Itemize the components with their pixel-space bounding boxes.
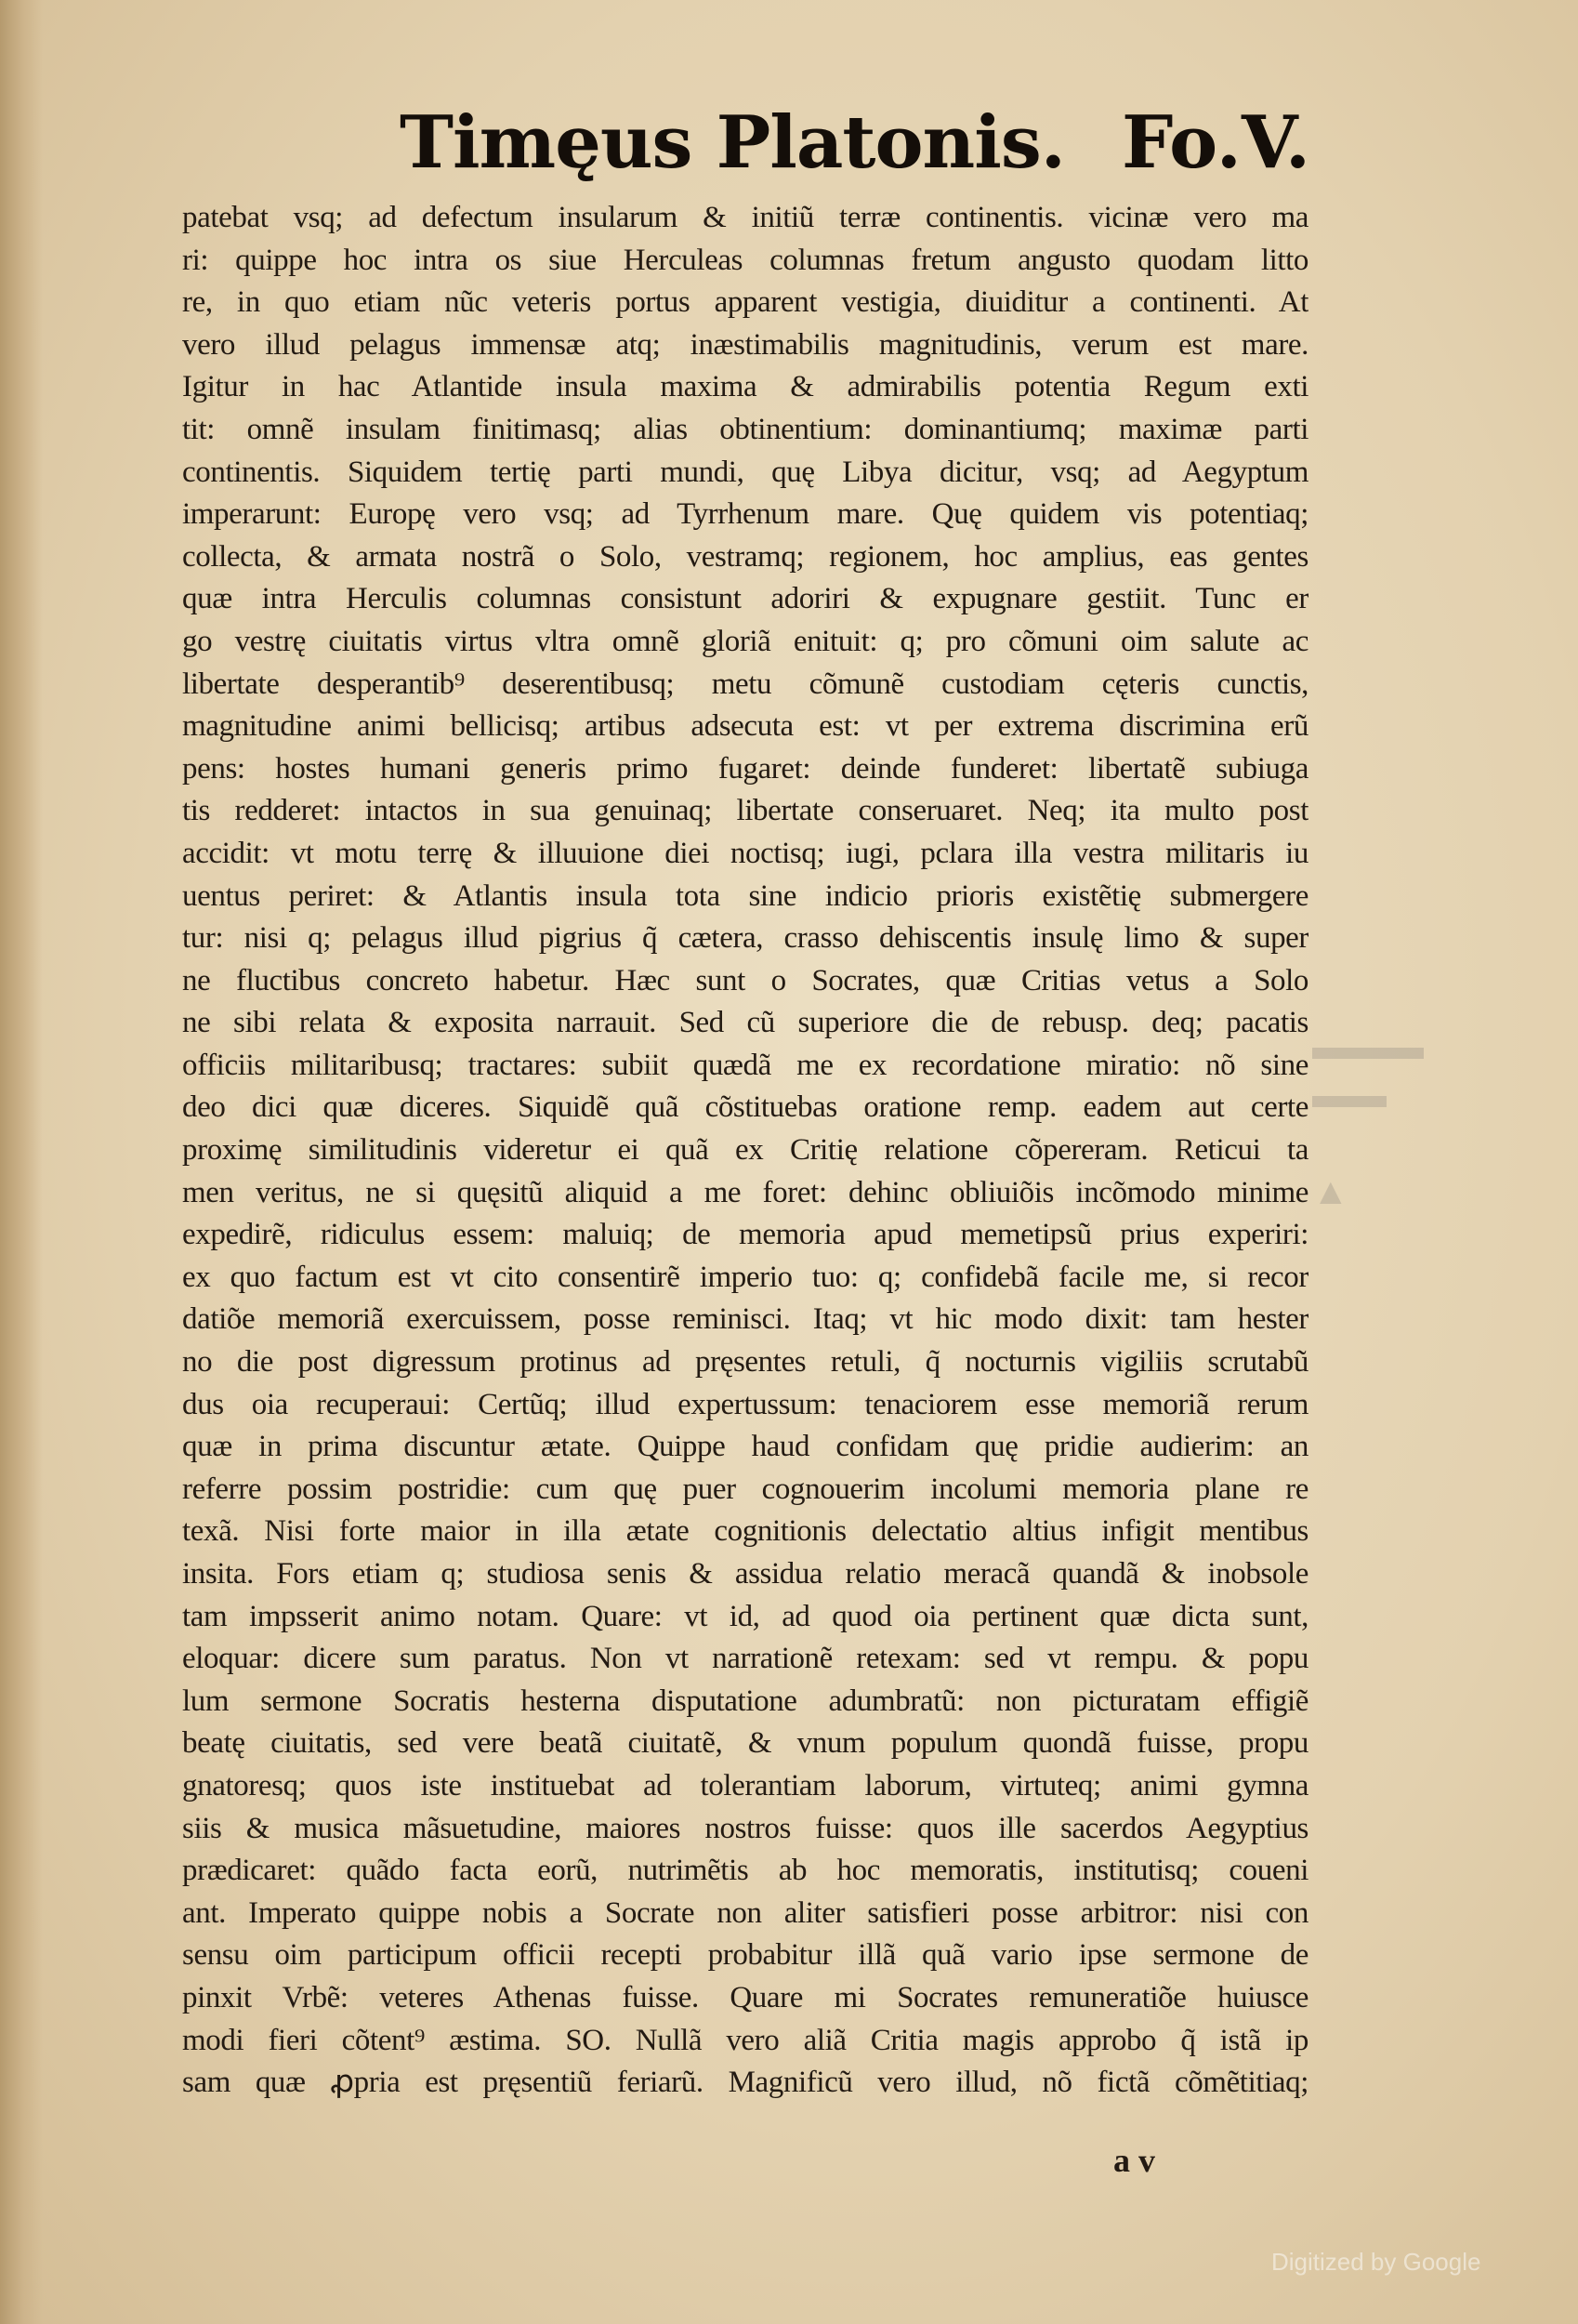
digitizer-watermark: Digitized by Google xyxy=(1271,2248,1481,2276)
page-title: Timęus Platonis. xyxy=(400,100,1065,185)
text-line: go vestrę ciuitatis virtus vltra omnẽ gloriã enituit: q; pro cõmuni oim salute ac xyxy=(182,624,1308,658)
bleed-through-ghost: ▬▬▬ ▬▬ ▲ xyxy=(1312,1025,1424,1212)
text-line: quæ in prima discuntur ætate. Quippe haud confidam quę pridie audierim: an xyxy=(182,1430,1308,1464)
text-line: siis & musica mãsuetudine, maiores nostros fuisse: quos ille sacerdos Aegyptius xyxy=(182,1811,1308,1845)
text-line: ant. Imperato quippe nobis a Socrate non aliter satisfieri posse arbitror: nisi con xyxy=(182,1895,1308,1930)
text-line: tur: nisi q; pelagus illud pigrius q̃ cætera, crasso dehiscentis insulę limo & super xyxy=(182,921,1308,956)
text-line: sensu oim participum officii recepti probabitur illã quã vario ipse sermone de xyxy=(182,1938,1308,1973)
text-line: pens: hostes humani generis primo fugaret: deinde funderet: libertatẽ subiuga xyxy=(182,751,1308,786)
text-line: tis redderet: intactos in sua genuinaq; libertate conseruaret. Neq; ita multo post xyxy=(182,794,1308,828)
text-line: no die post digressum protinus ad pręsentes retuli, q̃ nocturnis vigiliis scrutabũ xyxy=(182,1345,1308,1380)
text-line: pinxit Vrbẽ: veteres Athenas fuisse. Quare mi Socrates remuneratiõe huiusce xyxy=(182,1980,1308,2014)
text-line: Igitur in hac Atlantide insula maxima & admirabilis potentia Regum exti xyxy=(182,370,1308,404)
text-line: proximę similitudinis videretur ei quã ex Critię relatione cõpereram. Reticui ta xyxy=(182,1133,1308,1168)
text-line: texã. Nisi forte maior in illa ætate cognitionis delectatio altius infigit mentibus xyxy=(182,1514,1308,1549)
text-line: libertate desperantib⁹ deserentibusq; metu cõmunẽ custodiam cęteris cunctis, xyxy=(182,667,1308,701)
text-line: continentis. Siquidem tertię parti mundi, quę Libya dicitur, vsq; ad Aegyptum xyxy=(182,455,1308,489)
text-line: collecta, & armata nostrã o Solo, vestramq; regionem, hoc amplius, eas gentes xyxy=(182,539,1308,574)
text-line: ne fluctibus concreto habetur. Hæc sunt o Socrates, quæ Critias vetus a Solo xyxy=(182,963,1308,997)
text-line: ex quo factum est vt cito consentirẽ imperio tuo: q; confidebã facile me, si recor xyxy=(182,1260,1308,1294)
text-line: men veritus, ne si quęsitũ aliquid a me foret: dehinc obliuiõis incõmodo minime xyxy=(182,1175,1308,1209)
text-line: gnatoresq; quos iste instituebat ad tolerantiam laborum, virtuteq; animi gymna xyxy=(182,1768,1308,1802)
text-line: modi fieri cõtent⁹ æstima. SO. Nullã vero aliã Critia magis approbo q̃ istã ip xyxy=(182,2023,1308,2057)
text-line: magnitudine animi bellicisq; artibus adsecuta est: vt per extrema discrimina erũ xyxy=(182,709,1308,744)
text-line: re, in quo etiam nũc veteris portus apparent vestigia, diuiditur a continenti. At xyxy=(182,285,1308,320)
text-line: ne sibi relata & exposita narrauit. Sed cũ superiore die de rebusp. deq; pacatis xyxy=(182,1006,1308,1040)
text-line: tit: omnẽ insulam finitimasq; alias obtinentium: dominantiumq; maximæ parti xyxy=(182,412,1308,446)
text-line: tam impsserit animo notam. Quare: vt id, ad quod oia pertinent quæ dicta sunt, xyxy=(182,1599,1308,1633)
text-line: referre possim postridie: cum quę puer cognouerim incolumi memoria plane re xyxy=(182,1472,1308,1506)
text-line: quæ intra Herculis columnas consistunt adoriri & expugnare gestiit. Tunc er xyxy=(182,582,1308,616)
text-line: beatę ciuitatis, sed vere beatã ciuitatẽ, & vnum populum quondã fuisse, propu xyxy=(182,1726,1308,1761)
binding-shadow xyxy=(0,0,43,2324)
text-line: insita. Fors etiam q; studiosa senis & assidua relatio meracã quandã & inobsole xyxy=(182,1557,1308,1591)
running-header xyxy=(400,97,1310,199)
text-line: datiõe memoriã exercuissem, posse reminisci. Itaq; vt hic modo dixit: tam hester xyxy=(182,1302,1308,1337)
text-line: prædicaret: quãdo facta eorũ, nutrimẽtis ab hoc memoratis, institutisq; coueni xyxy=(182,1854,1308,1888)
text-line: ri: quippe hoc intra os siue Herculeas columnas fretum angusto quodam litto xyxy=(182,243,1308,277)
text-line: expedirẽ, ridiculus essem: maluiq; de memoria apud memetipsũ prius experiri: xyxy=(182,1218,1308,1252)
text-line: sam quæ ꝓpria est pręsentiũ feriarũ. Magnificũ vero illud, nõ fictã cõmẽtitiaq; xyxy=(182,2066,1308,2100)
text-line: uentus periret: & Atlantis insula tota sine indicio prioris existẽtię submergere xyxy=(182,878,1308,913)
text-line: accidit: vt motu terrę & illuuione diei noctisq; iugi, pclara illa vestra militaris iu xyxy=(182,836,1308,870)
text-line: patebat vsq; ad defectum insularum & initiũ terræ continentis. vicinæ vero ma xyxy=(182,201,1308,234)
signature-mark: a v xyxy=(1113,2142,1155,2179)
folio-number: Fo.V. xyxy=(1122,100,1310,185)
text-line: eloquar: dicere sum paratus. Non vt narrationẽ retexam: sed vt rempu. & popu xyxy=(182,1642,1308,1676)
text-line: dus oia recuperaui: Certũq; illud expertussum: tenaciorem esse memoriã rerum xyxy=(182,1387,1308,1421)
text-line: vero illud pelagus immensæ atq; inæstimabilis magnitudinis, verum est mare. xyxy=(182,327,1308,362)
body-text xyxy=(182,197,1308,2105)
text-line: officiis militaribusq; tractares: subiit quædã me ex recordatione miratio: nõ sine xyxy=(182,1048,1308,1082)
text-line: imperarunt: Europę vero vsq; ad Tyrrhenum mare. Quę quidem vis potentiaq; xyxy=(182,497,1308,532)
text-line: deo dici quæ diceres. Siquidẽ quã cõstituebas oratione remp. eadem aut certe xyxy=(182,1090,1308,1125)
text-line: lum sermone Socratis hesterna disputatione adumbratũ: non picturatam effigiẽ xyxy=(182,1684,1308,1718)
